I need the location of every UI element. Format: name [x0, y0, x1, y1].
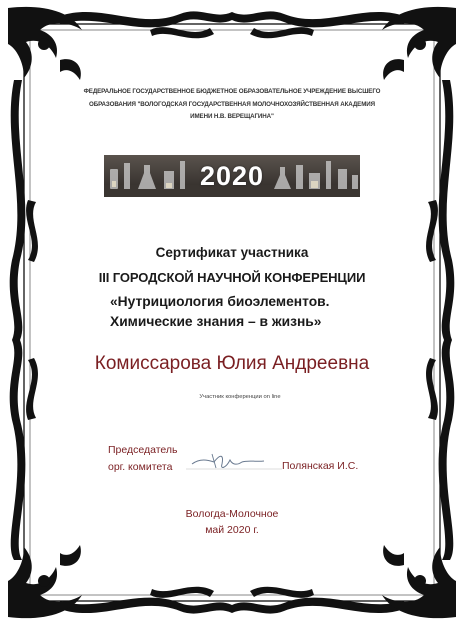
participant-name: Комиссарова Юлия Андреевна: [94, 353, 370, 374]
topic-line-1: «Нутрициология биоэлементов.: [110, 294, 330, 309]
signatory-role-line-2: орг. комитета: [108, 461, 173, 473]
place-and-date: [130, 506, 334, 538]
organization-line-3: ИМЕНИ Н.В. ВЕРЕЩАГИНА": [190, 113, 274, 120]
place-date: май 2020 г.: [205, 524, 259, 536]
top-ornament: [60, 11, 404, 38]
banner-year: 2020: [199, 161, 265, 191]
topic-line-2: Химические знания – в жизнь»: [110, 314, 322, 329]
place-city: Вологда-Молочное: [185, 508, 279, 520]
certificate-title: Сертификат участника: [155, 245, 309, 260]
signatory-role-line-1: Председатель: [108, 444, 178, 456]
organization-line-2: ОБРАЗОВАНИЯ "ВОЛОГОДСКАЯ ГОСУДАРСТВЕННАЯ МОЛОЧНОХОЗЯЙСТВЕННАЯ АКАДЕМИЯ: [89, 100, 375, 108]
organization-header: [72, 86, 392, 124]
signatory-role: [108, 442, 178, 476]
bottom-ornament: [60, 587, 404, 614]
conference-topic: [110, 292, 370, 332]
signatory-name: Полянская И.С.: [282, 460, 359, 472]
participant-status: Участник конференции on line: [199, 394, 281, 400]
signature-mark: [186, 450, 282, 472]
banner-image: [104, 155, 360, 197]
conference-name: III ГОРОДСКОЙ НАУЧНОЙ КОНФЕРЕНЦИИ: [98, 270, 366, 285]
organization-line-1: ФЕДЕРАЛЬНОЕ ГОСУДАРСТВЕННОЕ БЮДЖЕТНОЕ ОБРАЗОВАТЕЛЬНОЕ УЧРЕЖДЕНИЕ ВЫСШЕГО: [83, 88, 381, 95]
